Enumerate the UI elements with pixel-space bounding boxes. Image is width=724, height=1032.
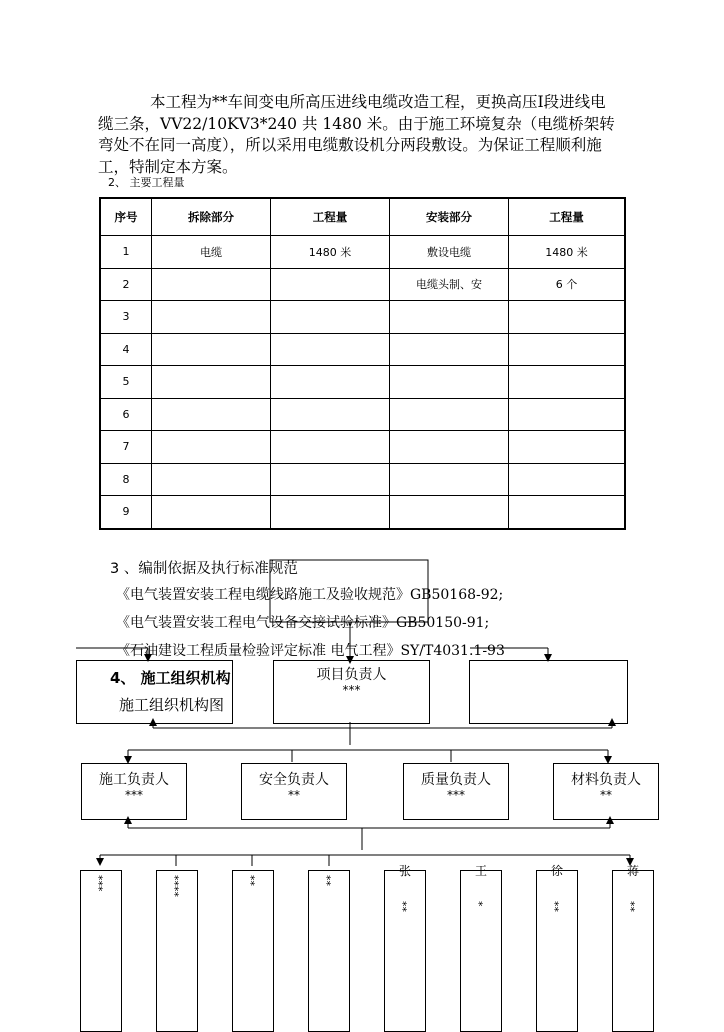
worker-name: **** (168, 875, 181, 897)
worker-surname: 蒋 (626, 864, 639, 878)
header-cell: 安装部分 (390, 198, 509, 236)
manager-box (403, 763, 509, 820)
worker-name: ** (396, 901, 409, 912)
worker-name: ** (244, 875, 257, 886)
manager-box (81, 763, 187, 820)
worker-box (308, 870, 350, 1032)
worker-name: *** (92, 875, 105, 892)
table-cell: 7 (100, 431, 152, 464)
header-cell: 序号 (100, 198, 152, 236)
intro-paragraph: 本工程为**车间变电所高压进线电缆改造工程，更换高压Ⅰ段进线电缆三条，VV22/10KV3*240 共 1480 米。由于施工环境复杂（电缆桥架转弯处不在同一高度），所以采用电缆敷设机分两段敷设。为保证工程顺利施工，特制定本方案。 (98, 93, 615, 176)
manager-box (241, 763, 347, 820)
manager-box (553, 763, 659, 820)
worker-name: ** (624, 901, 637, 912)
worker-surname: 张 (398, 864, 411, 878)
worker-box (460, 864, 502, 1032)
worker-box (384, 864, 426, 1032)
table-cell: 1 (100, 236, 152, 269)
section-2-heading: 2、 主要工程量 (108, 176, 185, 189)
header-cell: 拆除部分 (152, 198, 271, 236)
org-right-box (469, 660, 628, 724)
worker-box (612, 864, 654, 1032)
worker-name: ** (320, 875, 333, 886)
org-top-box (273, 660, 430, 724)
table-cell: 3 (100, 301, 152, 334)
table-cell: 5 (100, 366, 152, 399)
worker-box (232, 870, 274, 1032)
worker-box (536, 864, 578, 1032)
table-cell: 9 (100, 496, 152, 529)
manager-title: 材料负责人 (571, 772, 641, 788)
worker-surname: 徐 (550, 864, 563, 878)
worker-box (156, 870, 198, 1032)
worker-name: * (472, 901, 485, 907)
table-cell: 电缆 (152, 236, 271, 269)
manager-name: ** (600, 788, 612, 802)
header-cell: 工程量 (509, 198, 626, 236)
table-cell: 电缆头制、安 (390, 268, 509, 301)
manager-title: 质量负责人 (421, 772, 491, 788)
table-cell: 1480 米 (509, 236, 626, 269)
worker-surname: 王 (474, 864, 487, 878)
section-4-heading: 4、 施工组织机构 (110, 669, 231, 687)
standard-item: 《电气装置安装工程电缆线路施工及验收规范》GB50168-92; (116, 587, 504, 603)
table-cell: 8 (100, 463, 152, 496)
manager-name: *** (125, 788, 143, 802)
manager-title: 安全负责人 (259, 772, 329, 788)
table-cell: 4 (100, 333, 152, 366)
manager-name: *** (447, 788, 465, 802)
table-cell: 敷设电缆 (390, 236, 509, 269)
table-cell: 1480 米 (271, 236, 390, 269)
manager-name: ** (288, 788, 300, 802)
standard-item: 《石油建设工程质量检验评定标准 电气工程》SY/T4031.1-93 (116, 643, 505, 659)
standard-item: 《电气装置安装工程电气设备交接试验标准》GB50150-91; (116, 615, 490, 631)
table-cell: 6 个 (509, 268, 626, 301)
section-3-heading: 3 、编制依据及执行标准规范 (110, 561, 298, 577)
header-cell: 工程量 (271, 198, 390, 236)
worker-box (80, 870, 122, 1032)
org-top-title: 项目负责人 (316, 667, 387, 683)
section-4-subheading: 施工组织机构图 (119, 696, 225, 714)
table-cell: 2 (100, 268, 152, 301)
table-cell: 6 (100, 398, 152, 431)
org-top-name: *** (342, 683, 361, 697)
worker-name: ** (548, 901, 561, 912)
manager-title: 施工负责人 (99, 772, 169, 788)
